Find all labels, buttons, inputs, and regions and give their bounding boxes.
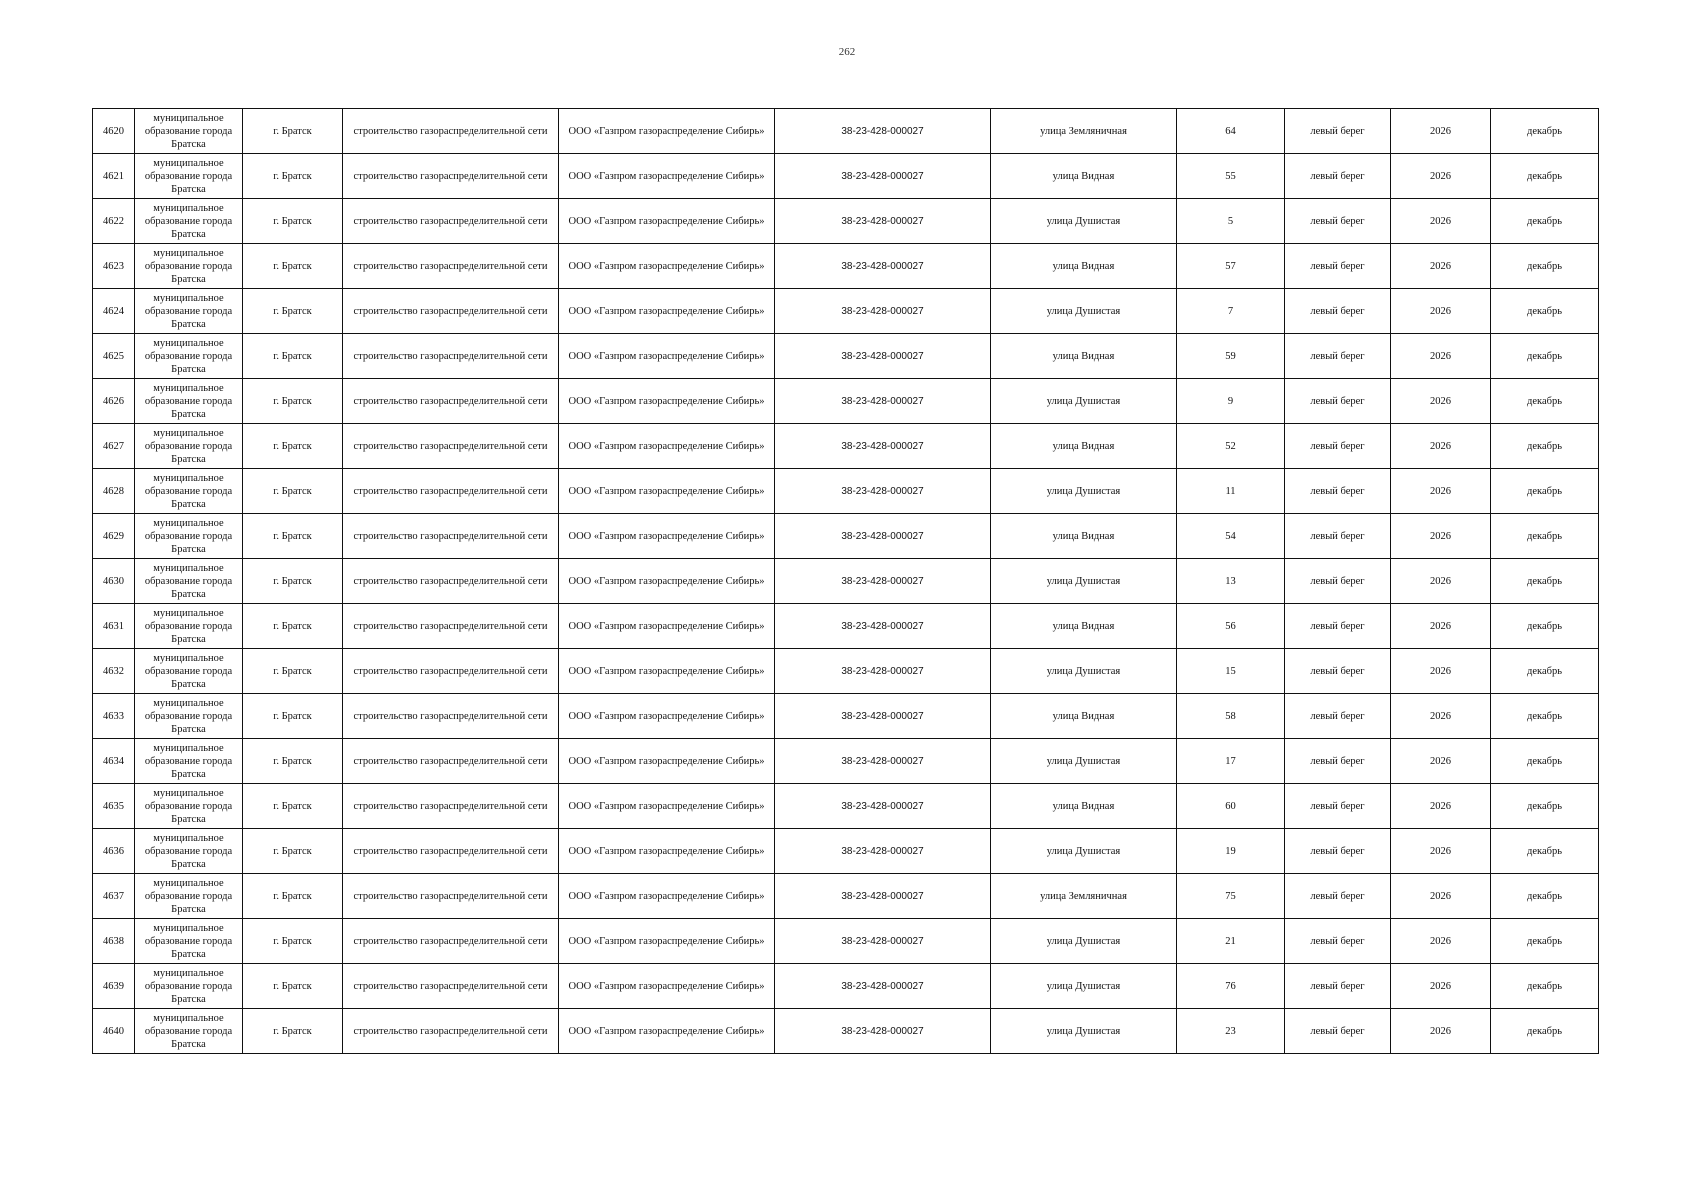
company-cell: ООО «Газпром газораспределение Сибирь»	[559, 874, 775, 919]
city-cell: г. Братск	[243, 514, 343, 559]
municipality-cell: муниципальное образование города Братска	[135, 694, 243, 739]
city-cell: г. Братск	[243, 694, 343, 739]
company-cell: ООО «Газпром газораспределение Сибирь»	[559, 334, 775, 379]
street-cell: улица Видная	[991, 244, 1177, 289]
city-cell: г. Братск	[243, 424, 343, 469]
table-body	[93, 109, 1599, 1054]
work-type-cell: строительство газораспределительной сети	[343, 244, 559, 289]
municipality-cell: муниципальное образование города Братска	[135, 1009, 243, 1054]
bank-cell: левый берег	[1285, 244, 1391, 289]
month-cell: декабрь	[1491, 694, 1599, 739]
city-cell: г. Братск	[243, 109, 343, 154]
work-type-cell: строительство газораспределительной сети	[343, 289, 559, 334]
company-cell: ООО «Газпром газораспределение Сибирь»	[559, 739, 775, 784]
city-cell: г. Братск	[243, 919, 343, 964]
table-row	[93, 109, 1599, 154]
cadastral-number-cell: 38-23-428-000027	[775, 604, 991, 649]
municipality-cell: муниципальное образование города Братска	[135, 964, 243, 1009]
row-number: 4635	[93, 784, 135, 829]
city-cell: г. Братск	[243, 739, 343, 784]
work-type-cell: строительство газораспределительной сети	[343, 604, 559, 649]
house-number-cell: 75	[1177, 874, 1285, 919]
cadastral-number-cell: 38-23-428-000027	[775, 559, 991, 604]
cadastral-number-cell: 38-23-428-000027	[775, 469, 991, 514]
year-cell: 2026	[1391, 469, 1491, 514]
city-cell: г. Братск	[243, 334, 343, 379]
house-number-cell: 17	[1177, 739, 1285, 784]
city-cell: г. Братск	[243, 559, 343, 604]
bank-cell: левый берег	[1285, 289, 1391, 334]
row-number: 4627	[93, 424, 135, 469]
house-number-cell: 7	[1177, 289, 1285, 334]
municipality-cell: муниципальное образование города Братска	[135, 919, 243, 964]
table-row	[93, 469, 1599, 514]
city-cell: г. Братск	[243, 649, 343, 694]
house-number-cell: 56	[1177, 604, 1285, 649]
company-cell: ООО «Газпром газораспределение Сибирь»	[559, 784, 775, 829]
bank-cell: левый берег	[1285, 154, 1391, 199]
street-cell: улица Душистая	[991, 829, 1177, 874]
work-type-cell: строительство газораспределительной сети	[343, 469, 559, 514]
table-row	[93, 604, 1599, 649]
work-type-cell: строительство газораспределительной сети	[343, 919, 559, 964]
row-number: 4637	[93, 874, 135, 919]
work-type-cell: строительство газораспределительной сети	[343, 829, 559, 874]
municipality-cell: муниципальное образование города Братска	[135, 334, 243, 379]
company-cell: ООО «Газпром газораспределение Сибирь»	[559, 289, 775, 334]
company-cell: ООО «Газпром газораспределение Сибирь»	[559, 469, 775, 514]
work-type-cell: строительство газораспределительной сети	[343, 694, 559, 739]
city-cell: г. Братск	[243, 964, 343, 1009]
municipality-cell: муниципальное образование города Братска	[135, 649, 243, 694]
table-row	[93, 649, 1599, 694]
bank-cell: левый берег	[1285, 379, 1391, 424]
cadastral-number-cell: 38-23-428-000027	[775, 514, 991, 559]
municipality-cell: муниципальное образование города Братска	[135, 829, 243, 874]
street-cell: улица Душистая	[991, 469, 1177, 514]
bank-cell: левый берег	[1285, 334, 1391, 379]
year-cell: 2026	[1391, 514, 1491, 559]
row-number: 4624	[93, 289, 135, 334]
cadastral-number-cell: 38-23-428-000027	[775, 199, 991, 244]
row-number: 4639	[93, 964, 135, 1009]
work-type-cell: строительство газораспределительной сети	[343, 784, 559, 829]
company-cell: ООО «Газпром газораспределение Сибирь»	[559, 604, 775, 649]
month-cell: декабрь	[1491, 469, 1599, 514]
cadastral-number-cell: 38-23-428-000027	[775, 154, 991, 199]
year-cell: 2026	[1391, 1009, 1491, 1054]
table-row	[93, 199, 1599, 244]
street-cell: улица Видная	[991, 784, 1177, 829]
company-cell: ООО «Газпром газораспределение Сибирь»	[559, 919, 775, 964]
month-cell: декабрь	[1491, 874, 1599, 919]
company-cell: ООО «Газпром газораспределение Сибирь»	[559, 649, 775, 694]
table-row	[93, 154, 1599, 199]
cadastral-number-cell: 38-23-428-000027	[775, 334, 991, 379]
year-cell: 2026	[1391, 649, 1491, 694]
municipality-cell: муниципальное образование города Братска	[135, 874, 243, 919]
house-number-cell: 19	[1177, 829, 1285, 874]
year-cell: 2026	[1391, 694, 1491, 739]
work-type-cell: строительство газораспределительной сети	[343, 109, 559, 154]
bank-cell: левый берег	[1285, 964, 1391, 1009]
cadastral-number-cell: 38-23-428-000027	[775, 379, 991, 424]
row-number: 4638	[93, 919, 135, 964]
year-cell: 2026	[1391, 559, 1491, 604]
row-number: 4623	[93, 244, 135, 289]
municipality-cell: муниципальное образование города Братска	[135, 379, 243, 424]
company-cell: ООО «Газпром газораспределение Сибирь»	[559, 514, 775, 559]
municipality-cell: муниципальное образование города Братска	[135, 289, 243, 334]
work-type-cell: строительство газораспределительной сети	[343, 559, 559, 604]
year-cell: 2026	[1391, 244, 1491, 289]
year-cell: 2026	[1391, 829, 1491, 874]
work-type-cell: строительство газораспределительной сети	[343, 154, 559, 199]
month-cell: декабрь	[1491, 289, 1599, 334]
registry-table	[92, 108, 1599, 1054]
year-cell: 2026	[1391, 154, 1491, 199]
house-number-cell: 57	[1177, 244, 1285, 289]
company-cell: ООО «Газпром газораспределение Сибирь»	[559, 199, 775, 244]
year-cell: 2026	[1391, 784, 1491, 829]
year-cell: 2026	[1391, 109, 1491, 154]
street-cell: улица Душистая	[991, 964, 1177, 1009]
row-number: 4633	[93, 694, 135, 739]
municipality-cell: муниципальное образование города Братска	[135, 514, 243, 559]
year-cell: 2026	[1391, 919, 1491, 964]
street-cell: улица Душистая	[991, 559, 1177, 604]
street-cell: улица Видная	[991, 424, 1177, 469]
street-cell: улица Душистая	[991, 1009, 1177, 1054]
table-row	[93, 784, 1599, 829]
row-number: 4626	[93, 379, 135, 424]
house-number-cell: 52	[1177, 424, 1285, 469]
work-type-cell: строительство газораспределительной сети	[343, 649, 559, 694]
city-cell: г. Братск	[243, 379, 343, 424]
bank-cell: левый берег	[1285, 514, 1391, 559]
month-cell: декабрь	[1491, 379, 1599, 424]
municipality-cell: муниципальное образование города Братска	[135, 154, 243, 199]
cadastral-number-cell: 38-23-428-000027	[775, 829, 991, 874]
table-row	[93, 559, 1599, 604]
company-cell: ООО «Газпром газораспределение Сибирь»	[559, 964, 775, 1009]
cadastral-number-cell: 38-23-428-000027	[775, 1009, 991, 1054]
company-cell: ООО «Газпром газораспределение Сибирь»	[559, 379, 775, 424]
row-number: 4636	[93, 829, 135, 874]
month-cell: декабрь	[1491, 964, 1599, 1009]
city-cell: г. Братск	[243, 829, 343, 874]
month-cell: декабрь	[1491, 154, 1599, 199]
company-cell: ООО «Газпром газораспределение Сибирь»	[559, 1009, 775, 1054]
year-cell: 2026	[1391, 424, 1491, 469]
cadastral-number-cell: 38-23-428-000027	[775, 784, 991, 829]
month-cell: декабрь	[1491, 919, 1599, 964]
street-cell: улица Видная	[991, 604, 1177, 649]
bank-cell: левый берег	[1285, 874, 1391, 919]
table-row	[93, 514, 1599, 559]
row-number: 4620	[93, 109, 135, 154]
bank-cell: левый берег	[1285, 604, 1391, 649]
month-cell: декабрь	[1491, 109, 1599, 154]
company-cell: ООО «Газпром газораспределение Сибирь»	[559, 694, 775, 739]
row-number: 4634	[93, 739, 135, 784]
city-cell: г. Братск	[243, 244, 343, 289]
year-cell: 2026	[1391, 289, 1491, 334]
house-number-cell: 5	[1177, 199, 1285, 244]
table-row	[93, 739, 1599, 784]
year-cell: 2026	[1391, 379, 1491, 424]
year-cell: 2026	[1391, 739, 1491, 784]
municipality-cell: муниципальное образование города Братска	[135, 199, 243, 244]
company-cell: ООО «Газпром газораспределение Сибирь»	[559, 154, 775, 199]
bank-cell: левый берег	[1285, 424, 1391, 469]
city-cell: г. Братск	[243, 469, 343, 514]
house-number-cell: 64	[1177, 109, 1285, 154]
bank-cell: левый берег	[1285, 784, 1391, 829]
street-cell: улица Душистая	[991, 289, 1177, 334]
row-number: 4621	[93, 154, 135, 199]
municipality-cell: муниципальное образование города Братска	[135, 559, 243, 604]
street-cell: улица Видная	[991, 694, 1177, 739]
month-cell: декабрь	[1491, 784, 1599, 829]
table-row	[93, 874, 1599, 919]
work-type-cell: строительство газораспределительной сети	[343, 424, 559, 469]
municipality-cell: муниципальное образование города Братска	[135, 604, 243, 649]
street-cell: улица Земляничная	[991, 109, 1177, 154]
cadastral-number-cell: 38-23-428-000027	[775, 289, 991, 334]
month-cell: декабрь	[1491, 334, 1599, 379]
street-cell: улица Видная	[991, 334, 1177, 379]
street-cell: улица Душистая	[991, 739, 1177, 784]
cadastral-number-cell: 38-23-428-000027	[775, 649, 991, 694]
house-number-cell: 23	[1177, 1009, 1285, 1054]
work-type-cell: строительство газораспределительной сети	[343, 334, 559, 379]
year-cell: 2026	[1391, 604, 1491, 649]
row-number: 4630	[93, 559, 135, 604]
bank-cell: левый берег	[1285, 199, 1391, 244]
year-cell: 2026	[1391, 964, 1491, 1009]
year-cell: 2026	[1391, 334, 1491, 379]
bank-cell: левый берег	[1285, 469, 1391, 514]
month-cell: декабрь	[1491, 649, 1599, 694]
work-type-cell: строительство газораспределительной сети	[343, 874, 559, 919]
city-cell: г. Братск	[243, 154, 343, 199]
month-cell: декабрь	[1491, 604, 1599, 649]
cadastral-number-cell: 38-23-428-000027	[775, 874, 991, 919]
bank-cell: левый берег	[1285, 109, 1391, 154]
table-row	[93, 1009, 1599, 1054]
table-row	[93, 379, 1599, 424]
street-cell: улица Душистая	[991, 649, 1177, 694]
month-cell: декабрь	[1491, 514, 1599, 559]
street-cell: улица Земляничная	[991, 874, 1177, 919]
company-cell: ООО «Газпром газораспределение Сибирь»	[559, 244, 775, 289]
city-cell: г. Братск	[243, 784, 343, 829]
house-number-cell: 55	[1177, 154, 1285, 199]
house-number-cell: 76	[1177, 964, 1285, 1009]
row-number: 4632	[93, 649, 135, 694]
row-number: 4622	[93, 199, 135, 244]
street-cell: улица Душистая	[991, 199, 1177, 244]
city-cell: г. Братск	[243, 199, 343, 244]
house-number-cell: 9	[1177, 379, 1285, 424]
month-cell: декабрь	[1491, 559, 1599, 604]
work-type-cell: строительство газораспределительной сети	[343, 739, 559, 784]
work-type-cell: строительство газораспределительной сети	[343, 379, 559, 424]
month-cell: декабрь	[1491, 244, 1599, 289]
bank-cell: левый берег	[1285, 1009, 1391, 1054]
table-row	[93, 289, 1599, 334]
table-row	[93, 694, 1599, 739]
street-cell: улица Видная	[991, 514, 1177, 559]
municipality-cell: муниципальное образование города Братска	[135, 739, 243, 784]
work-type-cell: строительство газораспределительной сети	[343, 514, 559, 559]
municipality-cell: муниципальное образование города Братска	[135, 469, 243, 514]
house-number-cell: 11	[1177, 469, 1285, 514]
row-number: 4640	[93, 1009, 135, 1054]
house-number-cell: 59	[1177, 334, 1285, 379]
month-cell: декабрь	[1491, 739, 1599, 784]
row-number: 4628	[93, 469, 135, 514]
cadastral-number-cell: 38-23-428-000027	[775, 919, 991, 964]
month-cell: декабрь	[1491, 199, 1599, 244]
street-cell: улица Видная	[991, 154, 1177, 199]
company-cell: ООО «Газпром газораспределение Сибирь»	[559, 559, 775, 604]
cadastral-number-cell: 38-23-428-000027	[775, 694, 991, 739]
bank-cell: левый берег	[1285, 919, 1391, 964]
bank-cell: левый берег	[1285, 649, 1391, 694]
cadastral-number-cell: 38-23-428-000027	[775, 109, 991, 154]
table-row	[93, 244, 1599, 289]
year-cell: 2026	[1391, 874, 1491, 919]
municipality-cell: муниципальное образование города Братска	[135, 244, 243, 289]
company-cell: ООО «Газпром газораспределение Сибирь»	[559, 424, 775, 469]
table-row	[93, 829, 1599, 874]
city-cell: г. Братск	[243, 1009, 343, 1054]
bank-cell: левый берег	[1285, 559, 1391, 604]
house-number-cell: 60	[1177, 784, 1285, 829]
city-cell: г. Братск	[243, 874, 343, 919]
work-type-cell: строительство газораспределительной сети	[343, 964, 559, 1009]
municipality-cell: муниципальное образование города Братска	[135, 784, 243, 829]
bank-cell: левый берег	[1285, 829, 1391, 874]
row-number: 4629	[93, 514, 135, 559]
month-cell: декабрь	[1491, 1009, 1599, 1054]
work-type-cell: строительство газораспределительной сети	[343, 1009, 559, 1054]
bank-cell: левый берег	[1285, 739, 1391, 784]
house-number-cell: 58	[1177, 694, 1285, 739]
work-type-cell: строительство газораспределительной сети	[343, 199, 559, 244]
cadastral-number-cell: 38-23-428-000027	[775, 739, 991, 784]
cadastral-number-cell: 38-23-428-000027	[775, 244, 991, 289]
month-cell: декабрь	[1491, 829, 1599, 874]
bank-cell: левый берег	[1285, 694, 1391, 739]
row-number: 4625	[93, 334, 135, 379]
street-cell: улица Душистая	[991, 379, 1177, 424]
municipality-cell: муниципальное образование города Братска	[135, 109, 243, 154]
municipality-cell: муниципальное образование города Братска	[135, 424, 243, 469]
house-number-cell: 54	[1177, 514, 1285, 559]
table-row	[93, 334, 1599, 379]
page-number: 262	[838, 46, 856, 58]
street-cell: улица Душистая	[991, 919, 1177, 964]
cadastral-number-cell: 38-23-428-000027	[775, 964, 991, 1009]
row-number: 4631	[93, 604, 135, 649]
house-number-cell: 21	[1177, 919, 1285, 964]
cadastral-number-cell: 38-23-428-000027	[775, 424, 991, 469]
city-cell: г. Братск	[243, 604, 343, 649]
month-cell: декабрь	[1491, 424, 1599, 469]
city-cell: г. Братск	[243, 289, 343, 334]
house-number-cell: 13	[1177, 559, 1285, 604]
table-row	[93, 964, 1599, 1009]
year-cell: 2026	[1391, 199, 1491, 244]
house-number-cell: 15	[1177, 649, 1285, 694]
company-cell: ООО «Газпром газораспределение Сибирь»	[559, 109, 775, 154]
table-row	[93, 919, 1599, 964]
table-row	[93, 424, 1599, 469]
company-cell: ООО «Газпром газораспределение Сибирь»	[559, 829, 775, 874]
